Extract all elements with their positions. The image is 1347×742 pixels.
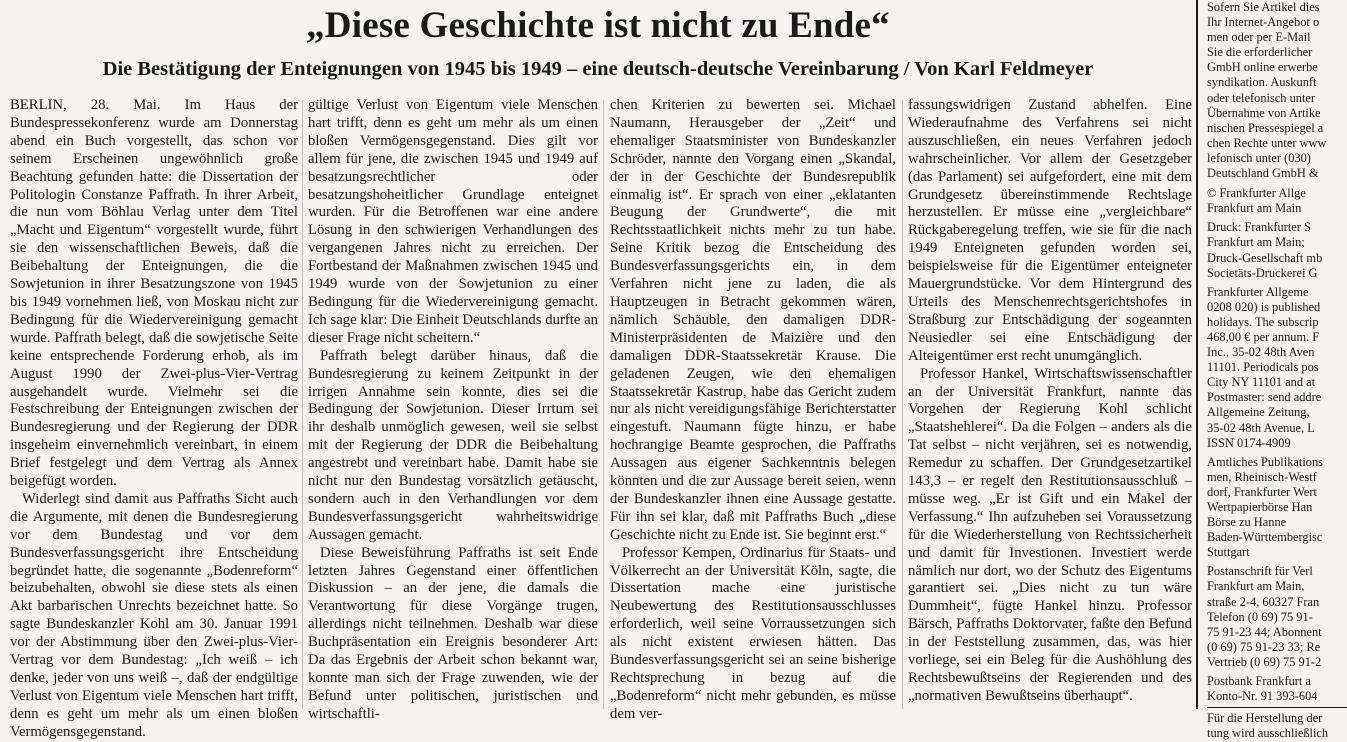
article-column-4: [908, 97, 1192, 709]
imprint-line: Sie die erforderlicher: [1207, 45, 1313, 60]
imprint-line: 0208 020) is published: [1207, 299, 1321, 314]
paragraph: BERLIN, 28. Mai. Im Haus der Bundespressekonferenz wurde am Donnerstag abend ein Buch vorgestellt, das schon vor seinem Erscheinen ungewöhnlich große Beachtung gefunden hatte: die Dissertation der Politologin Constanze Paffrath. In ihrer Arbeit, die nun vom Böhlau Verlag unter dem Titel „Macht und Eigentum“ vorgestellt wurde, führt sie den wissenschaftlichen Beweis, daß die Beibehaltung der Enteignungen, die die Sowjetunion in ihrer Besatzungszone von 1945 bis 1949 vornehmen ließ, von Moskau nicht zur Bedingung für die Wiedervereinigung gemacht wurde. Paffrath belegt, daß die sowjetische Seite keine entsprechende Forderung erhob, als im August 1990 der Zwei-plus-Vier-Vertrag ausgehandelt wurde. Vielmehr sei die Festschreibung der Enteignungen zwischen der Bundesregierung und der Regierung der DDR insgeheim einvernehmlich vereinbart, in einem Brief festgelegt und dem Vertrag als Annex beigefügt worden.: [10, 97, 298, 490]
imprint-line: ISSN 0174-4909: [1207, 435, 1291, 450]
imprint-sidebar: [1196, 0, 1338, 741]
imprint-line: Baden-Württembergisc: [1207, 530, 1323, 545]
imprint-line: men oder per E-Mail: [1207, 30, 1311, 45]
paragraph: gültige Verlust von Eigentum viele Menschen hart trifft, denn es geht um mehr als um einen bloßen Vermögensgegenstand. Dies gilt vor allem für jene, die zwischen 1945 und 1949 auf besatzungsrechtlicher oder besatzungshoheitlicher Grundlage enteignet wurden. Für die Betroffenen war eine andere Lösung in den schwierigen Verhandlungen des vergangenen Jahres nicht zu erreichen. Der Fortbestand der Maßnahmen zwischen 1945 und 1949 wurde von der Sowjetunion zu einer Bedingung für die Wiedervereinigung gemacht. Ich sage klar: Die Einheit Deutschlands durfte an dieser Frage nicht scheitern.“: [308, 97, 598, 346]
imprint-line: Deutschland GmbH &: [1207, 166, 1319, 181]
paragraph: Widerlegt sind damit aus Paffraths Sicht auch die Argumente, mit denen die Bundesregierung vor dem Bundestag und vor dem Bundesverfassungsgericht ihre Entscheidung begründet hatte, die sogenannte „Bodenreform“ beizubehalten, obwohl sie diese stets als einen Akt barbarischen Unrechts bezeichnet hatte. So sagte Bundeskanzler Kohl am 30. Januar 1991 vor der Abstimmung über den Zwei-plus-Vier-Vertrag vor dem Bundestag: „Ich weiß – ich denke, jeder von uns weiß –, daß der endgültige Verlust von Eigentum viele Menschen hart trifft, denn es geht um mehr als um einen bloßen Vermögensgegenstand.: [10, 490, 298, 740]
paragraph: Diese Beweisführung Paffraths ist seit Ende letzten Jahres Gegenstand einer öffentlichen Diskussion – an der jene, die damals die Verantwortung für diese Vorgänge trugen, allerdings nicht teilnehmen. Deshalb war diese Buchpräsentation ein Ereignis besonderer Art: Da das Ergebnis der Arbeit schon bekannt war, konnte man sich der Frage zuwenden, wie der Befund unter politischen, juristischen und wirtschaftli-: [308, 544, 598, 722]
imprint-line: Amtliches Publikations: [1207, 454, 1323, 469]
imprint-block-usa: [1207, 285, 1338, 451]
article-subheadline: Die Bestätigung der Enteignungen von 1945 bis 1949 – eine deutsch-deutsche Vereinbarung / Von Karl Feldmeyer: [102, 58, 1094, 80]
paragraph: Professor Hankel, Wirtschaftswissenschaftler an der Universität Frankfurt, nannte das Vorgehen der Regierung Kohl schlicht „Staatshehlerei“. Da die Folgen – anders als die Tat selbst – nicht verjähren, sei es notwendig, Remedur zu schaffen. Der Grundgesetzartikel 143,3 – er regelt den Restitutionsausschluß – müsse weg. „Er ist Gift und ein Makel der Verfassung.“ Ihn aufzuheben sei Voraussetzung für die Wiederherstellung von Rechtssicherheit und damit für Investionen. Investiert werde nämlich nur dort, wo der Schutz des Eigentums garantiert sei. „Dies nicht zu tun wäre Dummheit“, fügte Hankel hinzu. Professor Bärsch, Paffraths Doktorvater, faßte den Befund in der Feststellung zusammen, das, was hier vorliege, sei ein Beleg für die Aushöhlung des Rechtsbewußtseins der Regierenden und des „normativen Bewußtseins überhaupt“.: [908, 365, 1192, 704]
paragraph: chen Kriterien zu bewerten sei. Michael Naumann, Herausgeber der „Zeit“ und ehemaliger Staatsminister von Bundeskanzler Schröder, nannte den Vorgang einen „Skandal, der in der Geschichte der Bundesrepublik einmalig ist“. Er sprach von einer „eklatanten Beugung der Grundwerte“, die mit Rechtsstaatlichkeit nichts mehr zu tun habe. Seine Kritik bezog die Entscheidung des Bundesverfassungsgerichts ein, in dem Verfahren nicht jene zu laden, die als Hauptzeugen in Betracht gekommen wären, nämlich Schäuble, den damaligen DDR-Ministerpräsidenten de Maizière und den damaligen DDR-Staatssekretär Krause. Die geladenen Zeugen, wie den ehemaligen Staatssekretär Kastrup, habe das Gericht zudem nur als nicht vereidigungsfähige Berichterstatter eingestuft. Naumann fügte hinzu, er habe hochrangige Beamte gesprochen, die Paffraths Aussagen aus eigener Sachkenntnis belegen könnten und die zur Aussage bereit seien, wenn der Bundeskanzler ihnen eine Aussage gestatte. Für ihn sei klar, daß mit Paffraths Buch „diese Geschichte nicht zu Ende ist. Sie beginnt erst.“: [610, 97, 896, 543]
imprint-line: Telefon (0 69) 75 91-: [1207, 609, 1313, 624]
imprint-line: © Frankfurter Allge: [1207, 186, 1306, 201]
imprint-line: Frankfurt am Main: [1207, 201, 1302, 216]
imprint-line: 468,00 € per annum. F: [1207, 329, 1320, 344]
imprint-line: chen Rechte unter www: [1207, 135, 1327, 150]
imprint-line: tung wird ausschließlich: [1207, 726, 1329, 741]
imprint-line: Für die Herstellung der: [1207, 711, 1323, 726]
imprint-divider: [1207, 707, 1347, 708]
imprint-block-rights: [1207, 0, 1338, 181]
article-column-1: [10, 97, 298, 740]
imprint-line: Societäts-Druckerei G: [1207, 265, 1318, 280]
imprint-block-bank: [1207, 674, 1338, 704]
article-headline: „Diese Geschichte ist nicht zu Ende“: [306, 5, 890, 46]
imprint-line: Ihr Internet-Angebot o: [1207, 15, 1320, 30]
imprint-line: lefonisch unter (030): [1207, 150, 1311, 165]
imprint-line: Postbank Frankfurt a: [1207, 674, 1311, 689]
imprint-line: men, Rheinisch-Westf: [1207, 469, 1317, 484]
imprint-line: City NY 11101 and at: [1207, 375, 1316, 390]
imprint-line: Stuttgart: [1207, 545, 1250, 560]
imprint-block-production: [1207, 711, 1338, 741]
paragraph: Professor Kempen, Ordinarius für Staats- und Völkerrecht an der Universität Köln, sagte, die Dissertation mache eine juristische Neubewertung des Restitutionsausschlusses erforderlich, weil seine Vorraussetzungen sich als nicht existent erwiesen hätten. Das Bundesverfassungsgericht sei an seine bisherige Rechtsprechung in bezug auf die „Bodenreform“ nicht mehr gebunden, es müsse dem ver-: [610, 544, 896, 722]
imprint-line: Sofern Sie Artikel dies: [1207, 0, 1320, 14]
imprint-line: Postanschrift für Verl: [1207, 564, 1313, 579]
imprint-line: (0 69) 75 91-23 33; Re: [1207, 639, 1321, 654]
column-divider: [603, 100, 604, 709]
imprint-line: Frankfurter Allgeme: [1207, 284, 1309, 299]
imprint-line: Druck-Gesellschaft mb: [1207, 250, 1323, 265]
column-divider: [902, 100, 903, 709]
imprint-block-print: [1207, 220, 1338, 280]
paragraph: fassungswidrigen Zustand abhelfen. Eine Wiederaufnahme des Verfahrens sei nicht auszuschließen, ein neues Verfahren jedoch wahrscheinlicher. Vor allem der Gesetzgeber (das Parlament) sei aufgefordert, eine mit dem Grundgesetz übereinstimmende Rechtslage herzustellen. Er müsse eine „vergleichbare“ Rückgaberegelung treffen, wie sie für die nach 1949 Enteigneten gefunden worden sei, beispielsweise für die Eigentümer enteigneter Mauergrundstücke. Vor dem Hintergrund des Urteils des Menschenrechtsgerichtshofes in Straßburg zur Entschädigung der sogeannten Neusiedler sei eine Entschädigung der Alteigentümer erst recht unumgänglich.: [908, 97, 1192, 364]
imprint-line: Vertrieb (0 69) 75 91-2: [1207, 654, 1322, 669]
imprint-block-copyright: [1207, 186, 1338, 216]
imprint-line: Börse zu Hanne: [1207, 515, 1287, 530]
imprint-line: syndikation. Auskunft: [1207, 75, 1317, 90]
imprint-line: Konto-Nr. 91 393-604: [1207, 689, 1318, 704]
paragraph: Paffrath belegt darüber hinaus, daß die Bundesregierung zu keinem Zeitpunkt in der irrigen Annahme sein konnte, dies sei die Bedingung der Sowjetunion. Dieser Irrtum sei ihr deshalb unmöglich gewesen, weil sie selbst mit der Regierung der DDR die Beibehaltung angestrebt und vereinbart habe. Damit habe sie nicht nur den Bundestag vorsätzlich getäuscht, sondern auch in den Verhandlungen vor dem Bundesverfassungsgericht wahrheitswidrige Aussagen gemacht.: [308, 347, 598, 543]
imprint-line: Frankfurt am Main;: [1207, 235, 1305, 250]
column-divider: [302, 100, 303, 709]
article-column-2: [308, 97, 598, 722]
imprint-line: nischen Pressespiegel a: [1207, 120, 1324, 135]
imprint-line: GmbH online erwerbe: [1207, 60, 1318, 75]
article-column-3: [610, 97, 896, 722]
imprint-block-official: [1207, 455, 1338, 561]
imprint-line: Inc., 35-02 48th Aven: [1207, 345, 1315, 360]
imprint-line: Übernahme von Artike: [1207, 105, 1321, 120]
imprint-line: Allgemeine Zeitung,: [1207, 405, 1310, 420]
imprint-line: Druck: Frankfurter S: [1207, 220, 1311, 235]
imprint-line: dorf, Frankfurter Wert: [1207, 484, 1317, 499]
imprint-line: Wertpapierbörse Han: [1207, 500, 1313, 514]
imprint-block-address: [1207, 564, 1338, 670]
imprint-line: holidays. The subscrip: [1207, 314, 1319, 329]
imprint-line: 11101. Periodicals pos: [1207, 360, 1319, 375]
imprint-line: 75 91-23 44; Abonnent: [1207, 624, 1322, 639]
imprint-line: oder telefonisch unter: [1207, 90, 1316, 105]
imprint-line: straße 2-4, 60327 Fran: [1207, 594, 1320, 609]
imprint-line: Frankfurt am Main,: [1207, 579, 1305, 594]
imprint-line: Postmaster: send addre: [1207, 390, 1322, 405]
imprint-line: 35-02 48th Avenue, L: [1207, 420, 1315, 435]
